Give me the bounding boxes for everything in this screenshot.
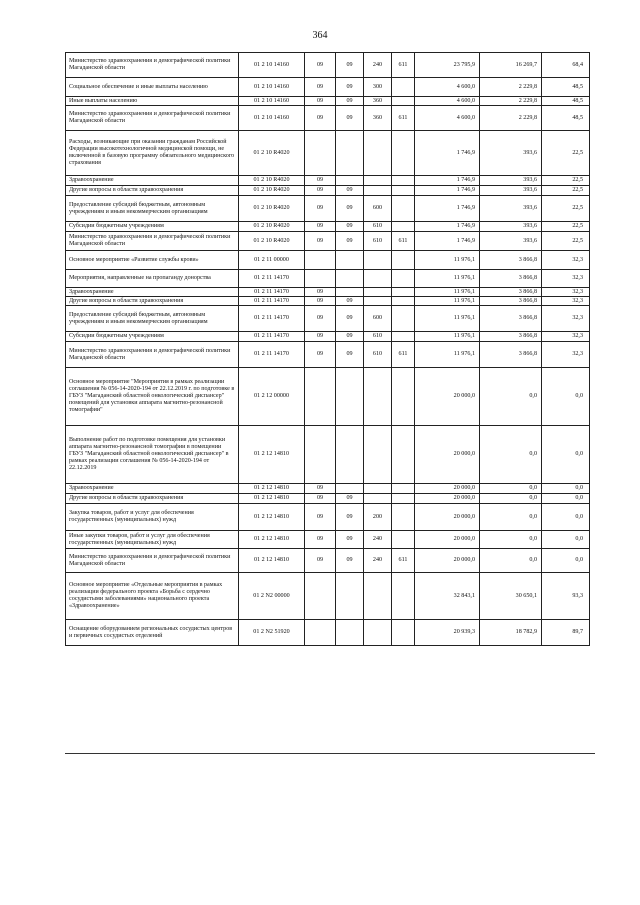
row-pct: 0,0 [542, 368, 590, 426]
row-rz: 09 [305, 332, 336, 342]
row-csr: 01 2 10 14160 [239, 97, 305, 106]
row-name: Субсидии бюджетным учреждениям [66, 222, 239, 232]
budget-table [65, 52, 590, 646]
row-pr [336, 484, 364, 494]
row-name: Министерство здравоохранения и демографической политики Магаданской области [66, 342, 239, 368]
table-row [66, 297, 590, 306]
row-kvsr [392, 176, 415, 186]
row-rz [305, 131, 336, 176]
row-csr: 01 2 11 00000 [239, 251, 305, 270]
row-pct: 0,0 [542, 549, 590, 573]
row-plan: 1 746,9 [415, 131, 480, 176]
row-vr [364, 131, 392, 176]
row-fact: 3 866,8 [480, 270, 542, 288]
row-csr: 01 2 10 14160 [239, 53, 305, 78]
row-kvsr [392, 186, 415, 196]
row-rz [305, 368, 336, 426]
row-name: Расходы, возникающие при оказании гражданам Российской Федерации высокотехнологичной медицинской помощи, не включенной в базовую программу обязательного медицинского страхования [66, 131, 239, 176]
row-plan: 11 976,1 [415, 251, 480, 270]
row-vr: 240 [364, 549, 392, 573]
row-fact: 2 229,8 [480, 97, 542, 106]
row-pr: 09 [336, 549, 364, 573]
table-row [66, 342, 590, 368]
row-plan: 1 746,9 [415, 196, 480, 222]
row-kvsr [392, 426, 415, 484]
row-csr: 01 2 12 14810 [239, 531, 305, 549]
row-pr: 09 [336, 332, 364, 342]
row-vr [364, 426, 392, 484]
table-row [66, 620, 590, 646]
row-pct: 22,5 [542, 222, 590, 232]
row-rz: 09 [305, 549, 336, 573]
row-pr [336, 368, 364, 426]
row-fact: 16 269,7 [480, 53, 542, 78]
row-plan: 20 000,0 [415, 426, 480, 484]
row-plan: 11 976,1 [415, 297, 480, 306]
row-rz: 09 [305, 494, 336, 504]
row-pr: 09 [336, 78, 364, 97]
row-csr: 01 2 10 R4020 [239, 186, 305, 196]
row-pr: 09 [336, 97, 364, 106]
row-fact: 3 866,8 [480, 297, 542, 306]
row-fact: 0,0 [480, 531, 542, 549]
row-vr [364, 186, 392, 196]
row-fact: 3 866,8 [480, 288, 542, 297]
row-pr: 09 [336, 53, 364, 78]
row-vr: 600 [364, 306, 392, 332]
row-vr [364, 494, 392, 504]
table-row [66, 504, 590, 531]
row-kvsr [392, 270, 415, 288]
row-fact: 393,6 [480, 222, 542, 232]
row-name: Основное мероприятие «Развитие службы крови» [66, 251, 239, 270]
row-csr: 01 2 10 R4020 [239, 176, 305, 186]
row-pr [336, 573, 364, 620]
footer-rule [65, 753, 595, 754]
row-vr: 360 [364, 97, 392, 106]
row-fact: 0,0 [480, 549, 542, 573]
row-csr: 01 2 12 00000 [239, 368, 305, 426]
row-plan: 20 939,3 [415, 620, 480, 646]
row-kvsr: 611 [392, 342, 415, 368]
row-name: Основное мероприятие «Отдельные мероприятия в рамках реализации федерального проекта «Борьба с сердечно сосудистыми заболеваниями» национального проекта «Здравоохранение» [66, 573, 239, 620]
row-rz: 09 [305, 97, 336, 106]
row-plan: 1 746,9 [415, 176, 480, 186]
row-kvsr: 611 [392, 549, 415, 573]
row-vr: 240 [364, 531, 392, 549]
row-csr: 01 2 11 14170 [239, 332, 305, 342]
row-name: Другие вопросы в области здравоохранения [66, 297, 239, 306]
table-row [66, 484, 590, 494]
row-csr: 01 2 12 14810 [239, 549, 305, 573]
row-pct: 32,3 [542, 342, 590, 368]
row-pct: 48,5 [542, 97, 590, 106]
row-plan: 11 976,1 [415, 332, 480, 342]
row-pr: 09 [336, 494, 364, 504]
table-row [66, 288, 590, 297]
row-pr: 09 [336, 342, 364, 368]
row-pr [336, 270, 364, 288]
row-pr: 09 [336, 297, 364, 306]
row-kvsr [392, 297, 415, 306]
table-row [66, 176, 590, 186]
row-vr [364, 368, 392, 426]
row-vr [364, 176, 392, 186]
row-pct: 89,7 [542, 620, 590, 646]
row-name: Здравоохранение [66, 176, 239, 186]
row-csr: 01 2 10 R4020 [239, 232, 305, 251]
row-name: Здравоохранение [66, 484, 239, 494]
row-kvsr [392, 368, 415, 426]
row-pr: 09 [336, 306, 364, 332]
page-number: 364 [312, 30, 328, 41]
row-plan: 20 000,0 [415, 368, 480, 426]
table-row [66, 251, 590, 270]
row-vr: 610 [364, 222, 392, 232]
row-csr: 01 2 10 R4020 [239, 222, 305, 232]
row-pct: 0,0 [542, 426, 590, 484]
row-name: Закупка товаров, работ и услуг для обеспечения государственных (муниципальных) нужд [66, 504, 239, 531]
table-row [66, 573, 590, 620]
table-row [66, 53, 590, 78]
row-plan: 20 000,0 [415, 531, 480, 549]
row-csr: 01 2 N2 00000 [239, 573, 305, 620]
row-pr: 09 [336, 232, 364, 251]
row-plan: 20 000,0 [415, 549, 480, 573]
row-plan: 4 600,0 [415, 97, 480, 106]
row-rz: 09 [305, 232, 336, 251]
row-fact: 393,6 [480, 232, 542, 251]
row-vr: 600 [364, 196, 392, 222]
table-row [66, 196, 590, 222]
row-rz: 09 [305, 531, 336, 549]
row-name: Министерство здравоохранения и демографической политики Магаданской области [66, 549, 239, 573]
row-kvsr [392, 78, 415, 97]
row-pct: 22,5 [542, 176, 590, 186]
row-kvsr [392, 504, 415, 531]
row-fact: 3 866,8 [480, 306, 542, 332]
row-fact: 0,0 [480, 426, 542, 484]
row-fact: 3 866,8 [480, 251, 542, 270]
row-pr [336, 251, 364, 270]
row-rz: 09 [305, 222, 336, 232]
row-vr: 610 [364, 332, 392, 342]
row-kvsr: 611 [392, 106, 415, 131]
row-rz: 09 [305, 504, 336, 531]
row-fact: 0,0 [480, 504, 542, 531]
row-pct: 48,5 [542, 106, 590, 131]
table-row [66, 106, 590, 131]
table-row [66, 232, 590, 251]
row-pr [336, 176, 364, 186]
row-kvsr [392, 494, 415, 504]
row-rz: 09 [305, 297, 336, 306]
row-plan: 4 600,0 [415, 106, 480, 131]
row-name: Мероприятия, направленные на пропаганду донорства [66, 270, 239, 288]
row-vr: 360 [364, 106, 392, 131]
row-vr [364, 270, 392, 288]
row-csr: 01 2 11 14170 [239, 342, 305, 368]
row-plan: 11 976,1 [415, 270, 480, 288]
row-kvsr: 611 [392, 53, 415, 78]
row-kvsr [392, 131, 415, 176]
row-pr [336, 131, 364, 176]
table-row [66, 494, 590, 504]
row-rz: 09 [305, 484, 336, 494]
table-row [66, 78, 590, 97]
row-csr: 01 2 10 14160 [239, 106, 305, 131]
row-fact: 18 782,9 [480, 620, 542, 646]
row-name: Другие вопросы в области здравоохранения [66, 494, 239, 504]
table-row [66, 270, 590, 288]
row-csr: 01 2 12 14810 [239, 484, 305, 494]
row-fact: 2 229,8 [480, 78, 542, 97]
row-kvsr [392, 222, 415, 232]
row-csr: 01 2 12 14810 [239, 494, 305, 504]
row-rz [305, 620, 336, 646]
row-plan: 4 600,0 [415, 78, 480, 97]
row-csr: 01 2 12 14810 [239, 504, 305, 531]
row-plan: 32 843,1 [415, 573, 480, 620]
row-pr [336, 288, 364, 297]
row-rz: 09 [305, 53, 336, 78]
row-csr: 01 2 10 R4020 [239, 131, 305, 176]
row-name: Социальное обеспечение и иные выплаты населению [66, 78, 239, 97]
row-name: Здравоохранение [66, 288, 239, 297]
row-rz [305, 251, 336, 270]
row-rz: 09 [305, 342, 336, 368]
row-kvsr [392, 97, 415, 106]
row-plan: 11 976,1 [415, 288, 480, 297]
row-pct: 22,5 [542, 131, 590, 176]
row-name: Субсидии бюджетным учреждениям [66, 332, 239, 342]
row-kvsr [392, 573, 415, 620]
row-plan: 23 795,9 [415, 53, 480, 78]
row-rz: 09 [305, 78, 336, 97]
row-vr [364, 251, 392, 270]
row-pct: 0,0 [542, 531, 590, 549]
row-name: Оснащение оборудованием региональных сосудистых центров и первичных сосудистых отделений [66, 620, 239, 646]
row-vr [364, 288, 392, 297]
row-vr: 300 [364, 78, 392, 97]
row-fact: 393,6 [480, 186, 542, 196]
row-vr [364, 484, 392, 494]
row-pr: 09 [336, 531, 364, 549]
row-pct: 32,3 [542, 297, 590, 306]
row-csr: 01 2 10 R4020 [239, 196, 305, 222]
row-vr: 200 [364, 504, 392, 531]
table-body [66, 53, 590, 646]
row-plan: 1 746,9 [415, 222, 480, 232]
row-name: Иные закупки товаров, работ и услуг для обеспечения государственных (муниципальных) нужд [66, 531, 239, 549]
table-row [66, 332, 590, 342]
row-pct: 32,3 [542, 288, 590, 297]
row-pct: 22,5 [542, 186, 590, 196]
row-fact: 393,6 [480, 131, 542, 176]
row-csr: 01 2 N2 51920 [239, 620, 305, 646]
row-rz [305, 270, 336, 288]
row-vr [364, 620, 392, 646]
row-plan: 11 976,1 [415, 306, 480, 332]
row-kvsr [392, 620, 415, 646]
row-pr [336, 620, 364, 646]
row-name: Выполнение работ по подготовке помещения для установки аппарата магнитно-резонансной томографии в помещении ГБУЗ "Магаданский областной онкологический диспансер" в рамках реализации соглашения № 056-14-2020-194 от 22.12.2019 [66, 426, 239, 484]
row-pct: 22,5 [542, 232, 590, 251]
row-rz: 09 [305, 288, 336, 297]
row-plan: 1 746,9 [415, 232, 480, 251]
row-fact: 3 866,8 [480, 342, 542, 368]
row-rz: 09 [305, 196, 336, 222]
row-csr: 01 2 10 14160 [239, 78, 305, 97]
row-pr [336, 426, 364, 484]
row-pct: 32,3 [542, 332, 590, 342]
row-name: Министерство здравоохранения и демографической политики Магаданской области [66, 53, 239, 78]
row-rz: 09 [305, 186, 336, 196]
row-fact: 393,6 [480, 176, 542, 186]
row-kvsr [392, 251, 415, 270]
row-rz: 09 [305, 306, 336, 332]
row-plan: 20 000,0 [415, 504, 480, 531]
row-fact: 393,6 [480, 196, 542, 222]
row-pct: 0,0 [542, 484, 590, 494]
row-fact: 3 866,8 [480, 332, 542, 342]
row-pr: 09 [336, 222, 364, 232]
table-row [66, 306, 590, 332]
row-csr: 01 2 11 14170 [239, 306, 305, 332]
row-name: Предоставление субсидий бюджетным, автономным учреждениям и иным некоммерческим организациям [66, 306, 239, 332]
row-kvsr [392, 288, 415, 297]
row-pct: 93,3 [542, 573, 590, 620]
row-pr: 09 [336, 504, 364, 531]
row-name: Министерство здравоохранения и демографической политики Магаданской области [66, 106, 239, 131]
table-row [66, 531, 590, 549]
row-vr: 610 [364, 232, 392, 251]
row-plan: 1 746,9 [415, 186, 480, 196]
table-row [66, 131, 590, 176]
row-rz [305, 573, 336, 620]
row-pr: 09 [336, 186, 364, 196]
row-pct: 68,4 [542, 53, 590, 78]
row-fact: 30 650,1 [480, 573, 542, 620]
row-vr: 610 [364, 342, 392, 368]
row-kvsr [392, 484, 415, 494]
table-row [66, 222, 590, 232]
row-rz: 09 [305, 106, 336, 131]
row-kvsr [392, 531, 415, 549]
row-kvsr: 611 [392, 232, 415, 251]
row-rz: 09 [305, 176, 336, 186]
row-vr [364, 297, 392, 306]
row-fact: 0,0 [480, 494, 542, 504]
row-csr: 01 2 11 14170 [239, 270, 305, 288]
row-name: Другие вопросы в области здравоохранения [66, 186, 239, 196]
table-row [66, 549, 590, 573]
table-row [66, 186, 590, 196]
row-kvsr [392, 306, 415, 332]
row-name: Предоставление субсидий бюджетным, автономным учреждениям и иным некоммерческим организациям [66, 196, 239, 222]
row-fact: 0,0 [480, 484, 542, 494]
row-pct: 32,3 [542, 251, 590, 270]
row-fact: 2 229,8 [480, 106, 542, 131]
row-name: Иные выплаты населению [66, 97, 239, 106]
table-row [66, 368, 590, 426]
row-plan: 20 000,0 [415, 484, 480, 494]
row-fact: 0,0 [480, 368, 542, 426]
row-pct: 22,5 [542, 196, 590, 222]
row-vr [364, 573, 392, 620]
row-rz [305, 426, 336, 484]
row-pr: 09 [336, 106, 364, 131]
row-vr: 240 [364, 53, 392, 78]
row-csr: 01 2 12 14810 [239, 426, 305, 484]
table-row [66, 97, 590, 106]
row-pct: 48,5 [542, 78, 590, 97]
row-kvsr [392, 196, 415, 222]
row-csr: 01 2 11 14170 [239, 288, 305, 297]
row-csr: 01 2 11 14170 [239, 297, 305, 306]
row-pct: 32,3 [542, 306, 590, 332]
row-kvsr [392, 332, 415, 342]
row-pct: 32,3 [542, 270, 590, 288]
row-name: Основное мероприятие "Мероприятия в рамках реализации соглашения № 056-14-2020-194 от 22.12.2019 г. по подготовке в ГБУЗ "Магаданский областной онкологический диспансер" помещений для установки аппарата магнитно-резонансной томографии" [66, 368, 239, 426]
row-pct: 0,0 [542, 494, 590, 504]
row-plan: 11 976,1 [415, 342, 480, 368]
row-pct: 0,0 [542, 504, 590, 531]
row-name: Министерство здравоохранения и демографической политики Магаданской области [66, 232, 239, 251]
row-pr: 09 [336, 196, 364, 222]
table-row [66, 426, 590, 484]
row-plan: 20 000,0 [415, 494, 480, 504]
